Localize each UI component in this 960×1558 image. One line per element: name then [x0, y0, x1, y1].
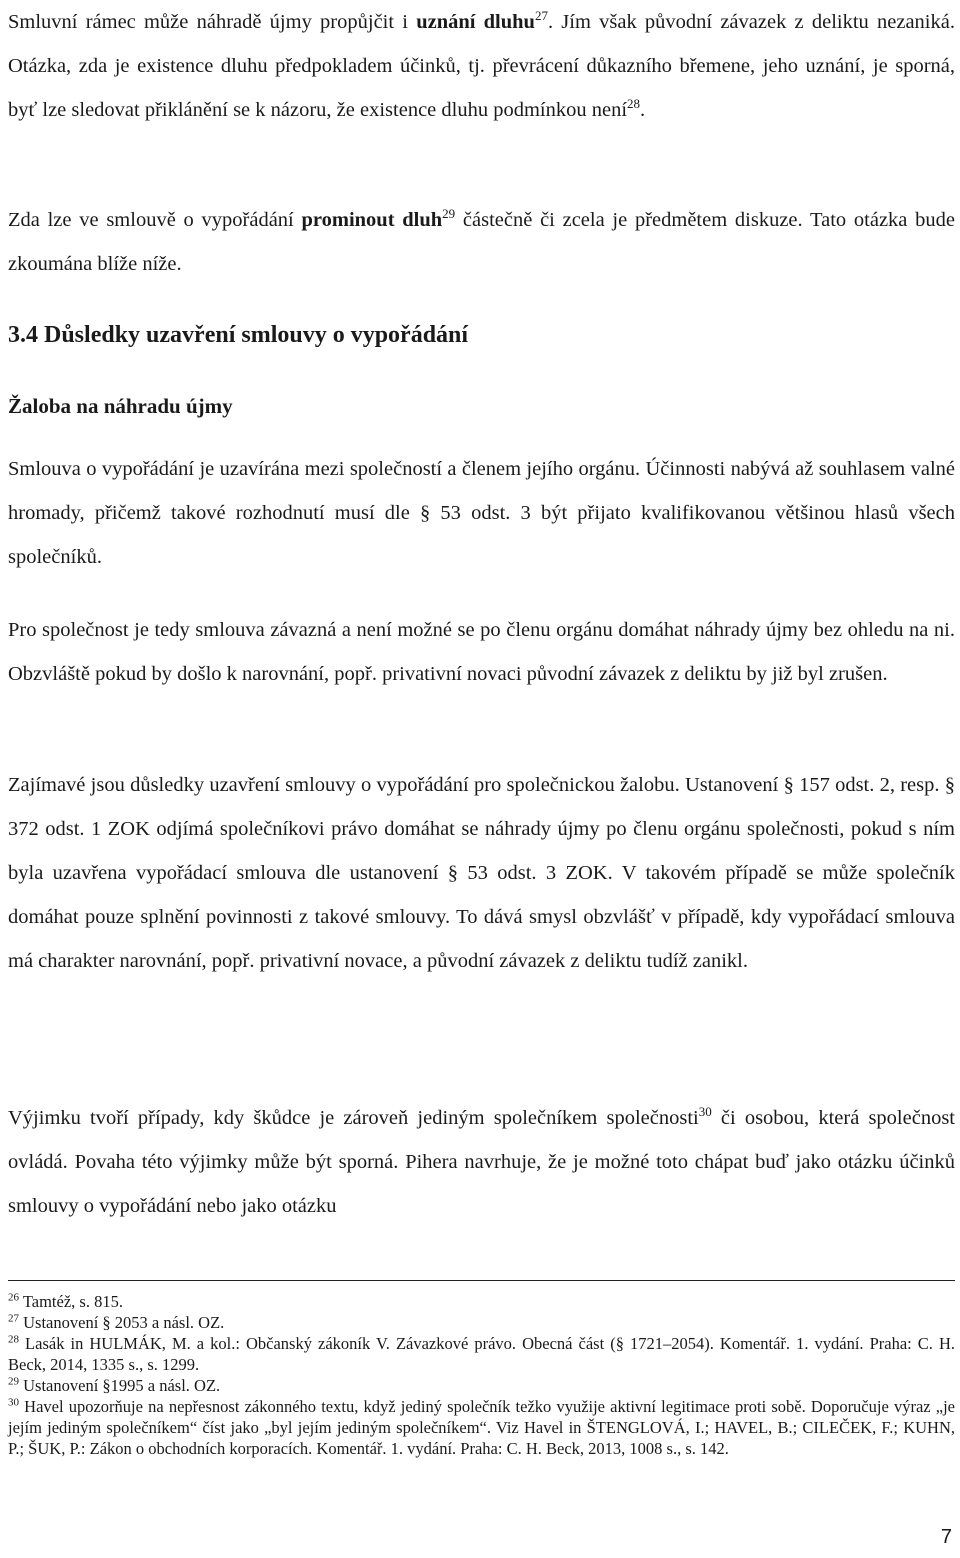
text-run: Výjimku tvoří případy, kdy škůdce je zároveň jediným společníkem společnosti	[8, 1107, 699, 1129]
text-run: . Jím však původní závazek z deliktu nezaniká. Otázka, zda je existence dluhu předpokladem účinků, tj. převrácení důkazního břemene, jeho uznání, je sporná, byť lze sledovat přiklánění se k názoru, že existence dluhu podmínkou není	[8, 11, 955, 121]
paragraph-smlouva-uzavirana: Smlouva o vypořádání je uzavírána mezi společností a členem jejího orgánu. Účinnosti nabývá až souhlasem valné hromady, přičemž takové rozhodnutí musí dle § 53 odst. 3 být přijato kvalifikovanou většinou hlasů všech společníků.	[8, 458, 955, 568]
footnote-27	[8, 1312, 955, 1333]
text-run: Smluvní rámec může náhradě újmy propůjčit i	[8, 11, 417, 33]
paragraph-vyjimka	[8, 1096, 955, 1228]
footnote-ref[interactable]: 28	[627, 96, 641, 112]
paragraph-spolecnicka-zaloba: Zajímavé jsou důsledky uzavření smlouvy o vypořádání pro společnickou žalobu. Ustanovení § 157 odst. 2, resp. § 372 odst. 1 ZOK odjímá společníkovi právo domáhat se náhrady újmy po členu orgánu společnosti, pokud s ním byla uzavřena vypořádací smlouva dle ustanovení § 53 odst. 3 ZOK. V takovém případě se může společník domáhat pouze splnění povinnosti z takové smlouvy. To dává smysl obzvlášť v případě, kdy vypořádací smlouva má charakter narovnání, popř. privativní novace, a původní závazek z deliktu tudíž zanikl.	[8, 774, 955, 972]
footnote-text: Havel upozorňuje na nepřesnost zákonného textu, když jediný společník težko využije aktivní legitimace proti sobě. Doporučuje výraz „je jejím jediným společníkem“ číst jako „byl jejím jediným společníkem“. Viz Havel in ŠTENGLOVÁ, I.; HAVEL, B.; CILEČEK, F.; KUHN, P.; ŠUK, P.: Zákon o obchodních korporacích. Komentář. 1. vydání. Praha: C. H. Beck, 2013, 1008 s., s. 142.	[8, 1397, 955, 1458]
paragraph-prominout-dluh	[8, 198, 955, 286]
bold-term: uznání dluhu	[416, 11, 535, 33]
paragraph-zavazna-smlouva: Pro společnost je tedy smlouva závazná a není možné se po členu orgánu domáhat náhrady újmy bez ohledu na ni. Obzvláště pokud by došlo k narovnání, popř. privativní novaci původní závazek z deliktu by již byl zrušen.	[8, 619, 955, 685]
text-run: Zda lze ve smlouvě o vypořádání	[8, 209, 302, 231]
text-run: .	[640, 99, 646, 121]
footnote-number: 28	[8, 1333, 19, 1346]
footnote-number: 27	[8, 1312, 19, 1325]
footnote-number: 26	[8, 1291, 19, 1304]
subsection-heading: Žaloba na náhradu újmy	[8, 394, 233, 418]
section-heading: 3.4 Důsledky uzavření smlouvy o vypořádání	[8, 322, 469, 348]
footnote-26	[8, 1291, 955, 1312]
footnote-29	[8, 1375, 955, 1396]
bold-term: prominout dluh	[301, 209, 443, 231]
text-run: či osobou, která společnost ovládá. Povaha této výjimky může být sporná. Pihera navrhuje, že je možné toto chápat buď jako otázku účinků smlouvy o vypořádání nebo jako otázku	[8, 1107, 955, 1217]
footnotes-section	[8, 1280, 955, 1459]
footnote-number: 29	[8, 1375, 19, 1388]
footnote-text: Tamtéž, s. 815.	[22, 1292, 123, 1311]
footnote-30	[8, 1396, 955, 1459]
text-run: částečně či zcela je předmětem diskuze. Tato otázka bude zkoumána blíže níže.	[8, 209, 955, 275]
footnote-text: Ustanovení §1995 a násl. OZ.	[23, 1376, 221, 1395]
footnote-28	[8, 1333, 955, 1375]
page-number: 7	[940, 1526, 952, 1548]
footnote-ref[interactable]: 27	[534, 8, 548, 24]
footnote-ref[interactable]: 29	[442, 206, 456, 222]
footnote-ref[interactable]: 30	[698, 1104, 712, 1120]
footnote-text: Ustanovení § 2053 a násl. OZ.	[23, 1313, 225, 1332]
footnote-number: 30	[8, 1396, 19, 1409]
footnote-text: Lasák in HULMÁK, M. a kol.: Občanský zákoník V. Závazkové právo. Obecná část (§ 1721–2054). Komentář. 1. vydání. Praha: C. H. Beck, 2014, 1335 s., s. 1299.	[8, 1334, 955, 1374]
paragraph-uznani-dluhu	[8, 0, 955, 132]
